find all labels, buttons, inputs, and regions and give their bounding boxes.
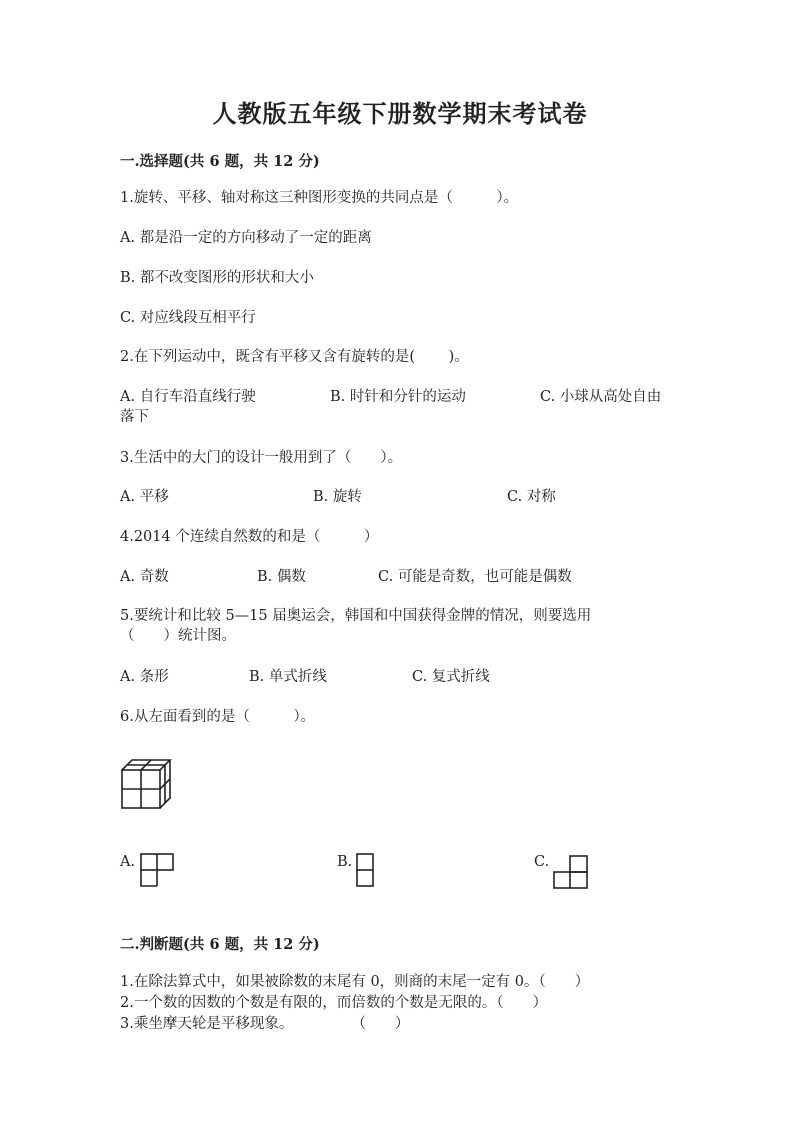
question-5-option-c[interactable]: C. 复式折线 [412,669,490,685]
question-6-stem: 6.从左面看到的是（ ）。 [120,709,316,725]
judgement-item-1: 1.在除法算式中，如果被除数的末尾有 0，则商的末尾一定有 0。（ ） [120,974,590,990]
question-4-stem: 4.2014 个连续自然数的和是（ ） [120,529,379,545]
question-4-option-c[interactable]: C. 可能是奇数，也可能是偶数 [378,569,572,585]
question-3-option-b[interactable]: B. 旋转 [313,489,362,505]
option-c-view-shape [553,855,588,889]
section-1-heading: 一.选择题(共 6 题，共 12 分) [120,153,320,170]
option-a-view-shape [140,853,174,887]
question-3-stem: 3.生活中的大门的设计一般用到了（ ）。 [120,450,403,466]
question-2-option-b[interactable]: B. 时针和分针的运动 [330,389,466,405]
page-title: 人教版五年级下册数学期末考试卷 [212,99,588,128]
question-5-option-b[interactable]: B. 单式折线 [249,669,327,685]
judgement-item-2: 2.一个数的因数的个数是有限的，而倍数的个数是无限的。（ ） [120,995,548,1011]
question-2-option-c[interactable]: C. 小球从高处自由 [540,389,662,405]
question-5-stem-continued: （ ）统计图。 [120,628,236,644]
section-2-heading: 二.判断题(共 6 题，共 12 分) [120,936,320,953]
question-6-option-b[interactable]: B. [337,854,353,870]
question-1-option-b[interactable]: B. 都不改变图形的形状和大小 [120,270,314,286]
judgement-item-3: 3.乘坐摩天轮是平移现象。 （ ） [120,1016,410,1032]
question-6-option-c[interactable]: C. [534,854,550,870]
option-b-view-shape [356,853,374,887]
question-2-stem: 2.在下列运动中，既含有平移又含有旋转的是( )。 [120,349,469,365]
question-5-option-a[interactable]: A. 条形 [120,669,169,685]
question-4-option-b[interactable]: B. 偶数 [257,569,306,585]
question-2-option-c-continued: 落下 [120,409,149,425]
cube-stack-figure [120,758,172,810]
question-5-stem: 5.要统计和比较 5—15 届奥运会，韩国和中国获得金牌的情况，则要选用 [120,608,592,624]
question-4-option-a[interactable]: A. 奇数 [120,569,169,585]
question-1-option-a[interactable]: A. 都是沿一定的方向移动了一定的距离 [120,230,372,246]
question-1-option-c[interactable]: C. 对应线段互相平行 [120,310,256,326]
question-1-stem: 1.旋转、平移、轴对称这三种图形变换的共同点是（ ）。 [120,190,519,206]
question-3-option-c[interactable]: C. 对称 [507,489,556,505]
question-6-option-a[interactable]: A. [120,854,136,870]
question-3-option-a[interactable]: A. 平移 [120,489,169,505]
question-2-option-a[interactable]: A. 自行车沿直线行驶 [120,389,256,405]
